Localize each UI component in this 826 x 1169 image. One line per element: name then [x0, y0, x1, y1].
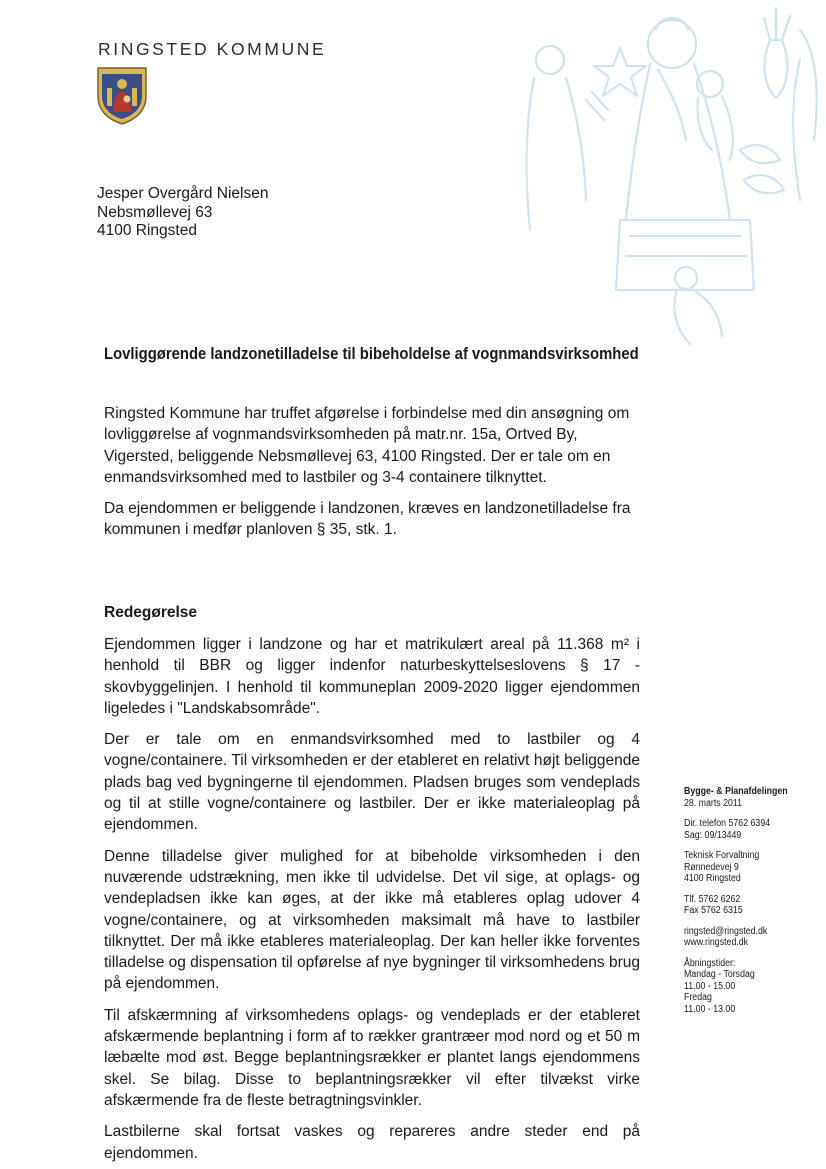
document-title: Lovliggørende landzonetilladelse til bibeholdelse af vognmandsvirksomhed — [104, 345, 639, 363]
intro-text — [104, 403, 640, 541]
department-name: Bygge- & Planafdelingen — [684, 786, 788, 797]
body-paragraph: Denne tilladelse giver mulighed for at bibeholde virksomheden i den nuværende udstrækning, men ikke til udvidelse. Det vil sige, at oplags- og vendepladsen ikke kan øges, at der ikke må etableres oplag udover 4 vogne/containere, og at virksomheden maksimalt må have to lastbiler tilknyttet. Der må ikke etableres materialeoplag. Der kan heller ikke forventes tilladelse og dispensation til opførelse af nye bygninger til virksomhedens brug på ejendommen. — [104, 847, 640, 993]
office-phone: Tlf. 5762 6262 — [684, 893, 741, 905]
opening-hours-label: Åbningstider: — [684, 957, 736, 969]
opening-hours-time: 11.00 - 15.00 — [684, 980, 736, 992]
intro-paragraph: Ringsted Kommune har truffet afgørelse i forbindelse med din ansøgning om lovliggørelse af vognmandsvirksomheden på matr.nr. 15a, Ortved By, Vigersted, beliggende Nebsmøllevej 63, 4100 Ringsted. Der er tale om en enmandsvirksomhed med to lastbiler og 3-4 containere tilknyttet. — [104, 405, 630, 486]
coat-of-arms-icon — [96, 66, 148, 126]
intro-paragraph: Da ejendommen er beliggende i landzonen, kræves en landzonetilladelse fra kommunen i medfør planloven § 35, stk. 1. — [104, 500, 631, 539]
office-name: Teknisk Forvaltning — [684, 850, 760, 861]
office-fax: Fax 5762 6315 — [684, 905, 743, 916]
case-number: Sag: 09/13449 — [684, 829, 742, 841]
sender-sidebar — [684, 786, 798, 1024]
opening-hours-time: 11.00 - 13.00 — [684, 1003, 736, 1015]
section-body — [104, 634, 640, 1164]
direct-phone: Dir. telefon 5762 6394 — [684, 818, 771, 829]
office-street: Rønnedevej 9 — [684, 861, 739, 873]
body-paragraph: Lastbilerne skal fortsat vaskes og repareres andre steder end på ejendommen. — [104, 1123, 640, 1162]
recipient-address — [97, 185, 268, 241]
letter-date: 28. marts 2011 — [684, 797, 743, 809]
opening-hours-days: Fredag — [684, 992, 712, 1003]
madonna-watermark-icon — [500, 0, 826, 360]
organization-name: RINGSTED KOMMUNE — [98, 39, 327, 59]
section-heading: Redegørelse — [104, 604, 198, 621]
office-email: ringsted@ringsted.dk — [684, 925, 768, 937]
body-paragraph: Der er tale om en enmandsvirksomhed med to lastbiler og 4 vogne/containere. Til virksomheden er der etableret en relativt højt beliggende plads bag ved bygningerne til ejendommen. Pladsen bruges som vendeplads og til at stille vogne/containere og lastbiler. Der er ikke materialeoplag på ejendommen. — [104, 731, 640, 834]
body-paragraph: Til afskærmning af virksomhedens oplags- og vendeplads er der etableret afskærmende beplantning i form af to rækker grantræer mod nord og et 50 m læbælte mod øst. Begge beplantningsrækker er plantet langs ejendommens skel. Se bilag. Disse to beplantningsrækker vil efter tilvækst virke afskærmende fra de fleste betragtningsvinkler. — [104, 1006, 640, 1109]
body-paragraph: Ejendommen ligger i landzone og har et matrikulært areal på 11.368 m² i henhold til BBR og ligger indenfor naturbeskyttelseslovens § 17 - skovbyggelinjen. I henhold til kommuneplan 2009-2020 ligger ejendommen ligeledes i "Landskabsområde". — [104, 636, 640, 717]
recipient-name: Jesper Overgård Nielsen — [97, 185, 269, 202]
opening-hours-days: Mandag - Torsdag — [684, 969, 755, 980]
office-website: www.ringsted.dk — [684, 937, 749, 948]
office-city: 4100 Ringsted — [684, 873, 741, 884]
recipient-street: Nebsmøllevej 63 — [97, 203, 213, 221]
recipient-city: 4100 Ringsted — [97, 222, 197, 239]
